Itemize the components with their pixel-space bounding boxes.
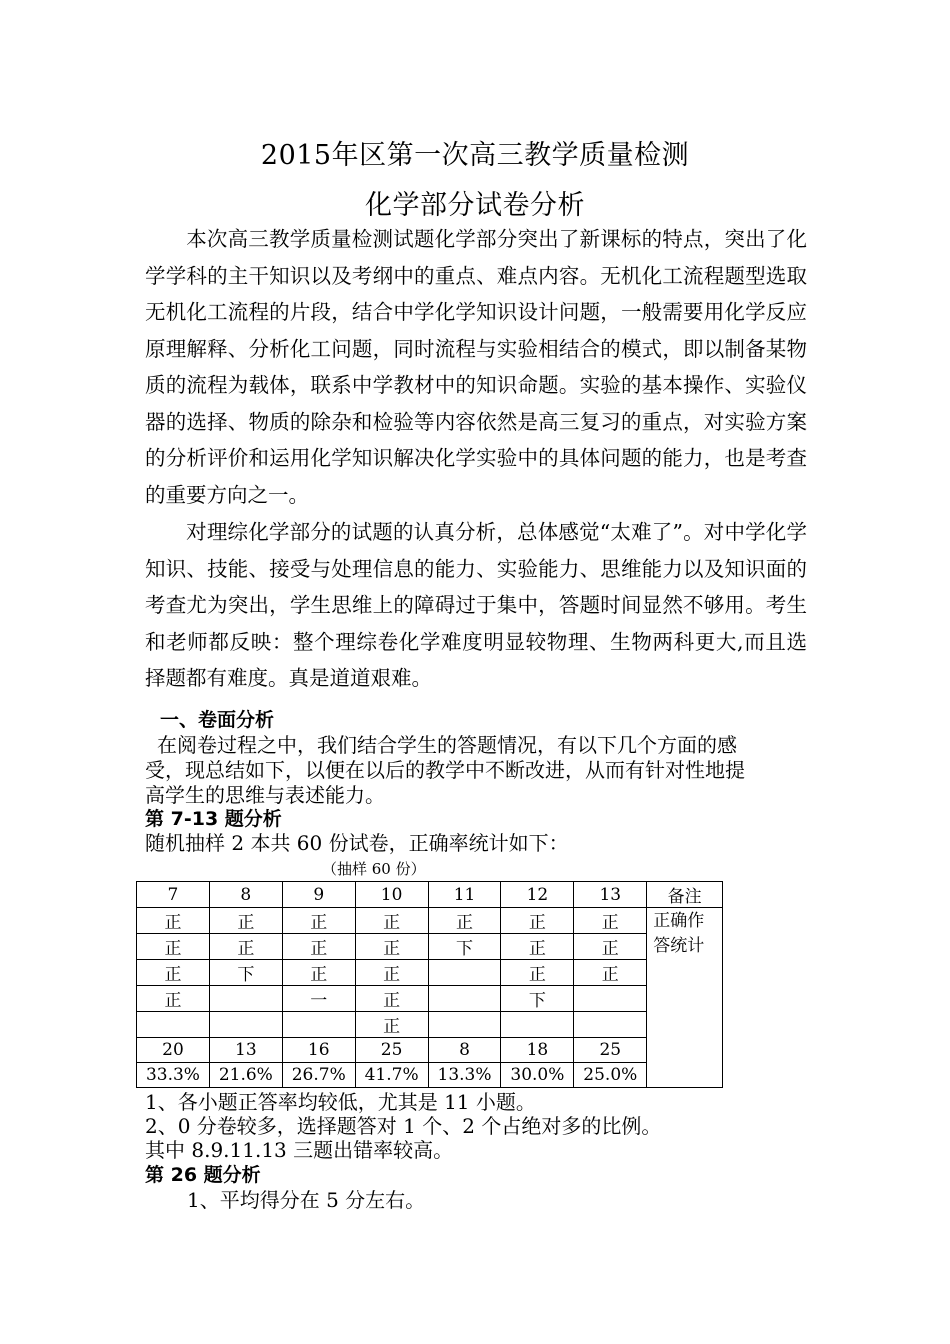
tally-cell [428, 1012, 501, 1038]
sample-text: 随机抽样 2 本共 60 份试卷，正确率统计如下： [145, 831, 569, 855]
count-cell: 25 [355, 1038, 428, 1063]
tally-cell: 正 [137, 934, 210, 960]
header-cell: 12 [501, 882, 574, 908]
rate-cell: 30.0% [501, 1063, 574, 1088]
remark-line: 答统计 [653, 936, 705, 956]
tally-cell: 正 [574, 960, 647, 986]
note-2: 2、0 分卷较多，选择题答对 1 个、2 个占绝对多的比例。 [145, 1114, 662, 1138]
tally-cell: 下 [501, 986, 574, 1012]
table-row [137, 934, 723, 960]
tally-cell: 正 [137, 908, 210, 934]
header-cell: 9 [282, 882, 355, 908]
table-row [137, 986, 723, 1012]
section1-line-1: 在阅卷过程之中，我们结合学生的答题情况，有以下几个方面的感 [157, 733, 737, 757]
intro-paragraph-2-text: 对理综化学部分的试题的认真分析，总体感觉“太难了”。对中学化学知识、技能、接受与处理信息的能力、实验能力、思维能力以及知识面的考查尤为突出，学生思维上的障碍过于集中，答题时间显然不够用。考生和老师都反映：整个理综卷化学难度明显较物理、生物两科更大,而且选择题都有难度。真是道道艰难。 [145, 520, 807, 690]
counts-row [137, 1038, 723, 1063]
table-row [137, 908, 723, 934]
tally-cell: 正 [282, 960, 355, 986]
tally-cell: 正 [137, 986, 210, 1012]
tally-cell [209, 1012, 282, 1038]
tally-cell: 正 [501, 908, 574, 934]
count-cell: 18 [501, 1038, 574, 1063]
intro-paragraph-1-text: 本次高三教学质量检测试题化学部分突出了新课标的特点，突出了化学学科的主干知识以及考纲中的重点、难点内容。无机化工流程题型选取无机化工流程的片段，结合中学化学知识设计问题，一般需要用化学反应原理解释、分析化工问题，同时流程与实验相结合的模式，即以制备某物质的流程为载体，联系中学教材中的知识命题。实验的基本操作、实验仪器的选择、物质的除杂和检验等内容依然是高三复习的重点，对实验方案的分析评价和运用化学知识解决化学实验中的具体问题的能力，也是考查的重要方向之一。 [145, 227, 807, 507]
q7-13-heading: 第 7-13 题分析 [145, 808, 282, 830]
tally-cell: 正 [282, 934, 355, 960]
rates-row [137, 1063, 723, 1088]
table-header-row [137, 882, 723, 908]
tally-cell: 正 [137, 960, 210, 986]
tally-cell [282, 1012, 355, 1038]
tally-cell: 正 [355, 934, 428, 960]
tally-cell [428, 960, 501, 986]
tally-cell: 正 [428, 908, 501, 934]
tally-cell: 正 [574, 908, 647, 934]
tally-cell: 正 [355, 986, 428, 1012]
rate-cell: 26.7% [282, 1063, 355, 1088]
tally-cell: 下 [428, 934, 501, 960]
tally-cell [574, 1012, 647, 1038]
section1-line-3: 高学生的思维与表述能力。 [145, 783, 385, 807]
count-cell: 20 [137, 1038, 210, 1063]
tally-cell: 正 [355, 1012, 428, 1038]
table-row [137, 1012, 723, 1038]
tally-cell [428, 986, 501, 1012]
tally-cell [209, 986, 282, 1012]
note-3: 其中 8.9.11.13 三题出错率较高。 [145, 1138, 454, 1162]
count-cell: 25 [574, 1038, 647, 1063]
tally-cell: 正 [209, 908, 282, 934]
tally-cell: 正 [355, 960, 428, 986]
table-caption: （抽样 60 份） [322, 860, 426, 878]
count-cell: 8 [428, 1038, 501, 1063]
tally-cell [574, 986, 647, 1012]
section1-line-2: 受，现总结如下，以便在以后的教学中不断改进，从而有针对性地提 [145, 758, 745, 782]
rate-cell: 33.3% [137, 1063, 210, 1088]
note-1: 1、各小题正答率均较低，尤其是 11 小题。 [145, 1090, 536, 1114]
tally-cell: 正 [501, 934, 574, 960]
count-cell: 13 [209, 1038, 282, 1063]
header-cell: 备注 [647, 882, 723, 908]
rate-cell: 25.0% [574, 1063, 647, 1088]
tally-cell: 正 [282, 908, 355, 934]
q26-point-1: 1、平均得分在 5 分左右。 [187, 1188, 426, 1212]
header-cell: 7 [137, 882, 210, 908]
tally-cell [137, 1012, 210, 1038]
tally-cell: 正 [355, 908, 428, 934]
document-title: 2015年区第一次高三教学质量检测 [260, 140, 690, 171]
header-cell: 13 [574, 882, 647, 908]
table-row [137, 960, 723, 986]
tally-cell [501, 1012, 574, 1038]
header-cell: 11 [428, 882, 501, 908]
intro-paragraph-1 [145, 221, 807, 513]
accuracy-table [136, 881, 723, 1088]
header-cell: 8 [209, 882, 282, 908]
tally-cell: 正 [209, 934, 282, 960]
tally-cell: 正 [501, 960, 574, 986]
header-cell: 10 [355, 882, 428, 908]
tally-cell: 正 [574, 934, 647, 960]
rate-cell: 41.7% [355, 1063, 428, 1088]
q26-heading: 第 26 题分析 [145, 1164, 261, 1186]
rate-cell: 13.3% [428, 1063, 501, 1088]
rate-cell: 21.6% [209, 1063, 282, 1088]
tally-cell: 下 [209, 960, 282, 986]
count-cell: 16 [282, 1038, 355, 1063]
section1-heading: 一、卷面分析 [160, 709, 275, 731]
remark-cell [647, 908, 723, 1088]
remark-line: 正确作 [653, 911, 705, 931]
tally-cell: 一 [282, 986, 355, 1012]
intro-paragraph-2 [145, 514, 807, 697]
document-subtitle: 化学部分试卷分析 [365, 190, 585, 221]
